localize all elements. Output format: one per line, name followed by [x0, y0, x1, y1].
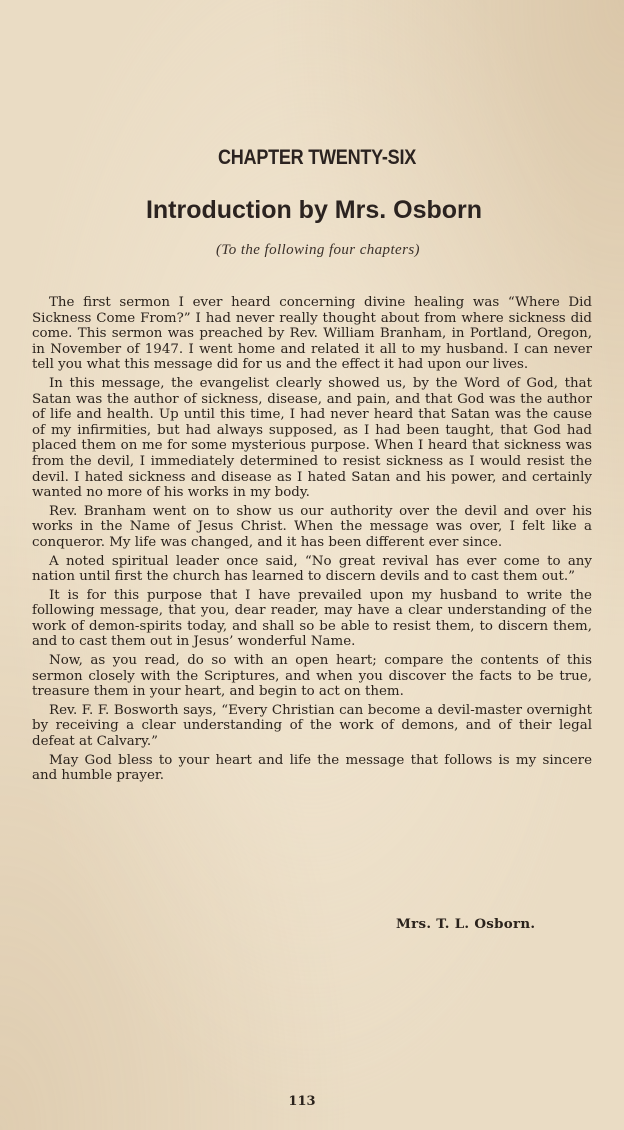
page-title: Introduction by Mrs. Osborn: [145, 196, 483, 224]
body-text: [32, 295, 592, 787]
paragraph: Now, as you read, do so with an open heart; compare the contents of this sermon closely with the Scriptures, and when you discover the facts to be true, treasure them in your heart, and begin to act on them.: [32, 653, 592, 700]
subtitle: (To the following four chapters): [216, 242, 420, 258]
paragraph: In this message, the evangelist clearly showed us, by the Word of God, that Satan was the author of sickness, disease, and pain, and that God was the author of life and health. Up until this time, I had never heard that Satan was the cause of my infirmities, but had always supposed, as I had been taught, that God had placed them on me for some mysterious purpose. When I heard that sickness was from the devil, I immediately determined to resist sickness as I would resist the devil. I hated sickness and disease as I hated Satan and his power, and certainly wanted no more of his works in my body.: [32, 375, 592, 501]
paragraph: May God bless to your heart and life the message that follows is my sincere and humble prayer.: [32, 752, 592, 784]
paragraph: Rev. Branham went on to show us our authority over the devil and over his works in the Name of Jesus Christ. When the message was over, I felt like a conqueror. My life was changed, and it has been different ever since.: [32, 503, 592, 550]
paragraph: The first sermon I ever heard concerning divine healing was “Where Did Sickness Come From?” I had never really thought about from where sickness did come. This sermon was preached by Rev. William Branham, in Portland, Oregon, in November of 1947. I went home and related it all to my husband. I can never tell you what this message did for us and the effect it had upon our lives.: [32, 295, 592, 373]
signature: Mrs. T. L. Osborn.: [396, 916, 536, 932]
chapter-heading: CHAPTER TWENTY-SIX: [217, 146, 417, 169]
page-number: 113: [288, 1094, 316, 1109]
paragraph: A noted spiritual leader once said, “No great revival has ever come to any nation until first the church has learned to discern devils and to cast them out.”: [32, 553, 592, 585]
paragraph: Rev. F. F. Bosworth says, “Every Christian can become a devil-master overnight by receiving a clear understanding of the work of demons, and of their legal defeat at Calvary.”: [32, 702, 592, 750]
paragraph: It is for this purpose that I have prevailed upon my husband to write the following message, that you, dear reader, may have a clear understanding of the work of demon-spirits today, and shall so be able to resist them, to discern them, and to cast them out in Jesus’ wonderful Name.: [32, 587, 592, 650]
